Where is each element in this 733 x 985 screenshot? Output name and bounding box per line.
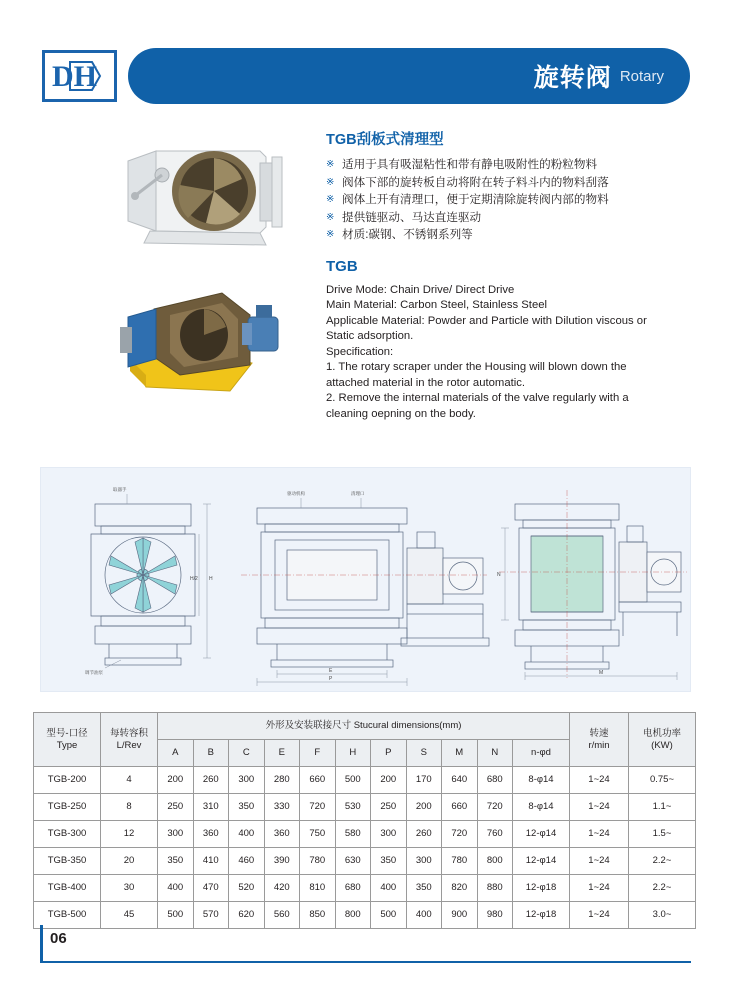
feature-item	[326, 175, 686, 192]
th-power	[629, 713, 696, 767]
spec-line: cleaning oepning on the body.	[326, 407, 476, 420]
feature-text: 阀体下部的旋转板自动将附在转子料斗内的物料刮落	[342, 175, 609, 189]
cell-n: 680	[477, 767, 513, 794]
spec-line: Applicable Material: Powder and Particle with Dilution viscous or	[326, 314, 647, 327]
cell-c: 460	[229, 848, 265, 875]
th-dim-m: M	[442, 740, 478, 767]
feature-item	[326, 192, 686, 209]
specifications-table	[33, 712, 696, 929]
bullet-marker-icon: ※	[326, 211, 335, 223]
svg-text:N: N	[497, 572, 501, 578]
product-spec-text	[326, 128, 686, 422]
cell-a: 500	[158, 902, 194, 929]
cell-speed: 1~24	[570, 767, 629, 794]
th-power-en: (KW)	[651, 739, 673, 751]
th-type	[34, 713, 101, 767]
cell-c: 300	[229, 767, 265, 794]
th-dim-s: S	[406, 740, 442, 767]
cell-h: 630	[335, 848, 371, 875]
drawing-rear-view	[491, 468, 691, 693]
cell-e: 330	[264, 794, 300, 821]
cell-m: 820	[442, 875, 478, 902]
svg-text:H: H	[209, 576, 213, 582]
cell-nd: 12-φ14	[513, 821, 570, 848]
cell-power: 2.2~	[629, 875, 696, 902]
cell-f: 660	[300, 767, 336, 794]
cell-power: 2.2~	[629, 848, 696, 875]
spec-heading-cn: TGB刮板式清理型	[326, 132, 444, 148]
svg-text:调节油泵: 调节油泵	[85, 670, 103, 675]
th-speed	[570, 713, 629, 767]
spec-line: attached material in the rotor automatic.	[326, 376, 526, 389]
th-speed-en: r/min	[588, 739, 610, 751]
cell-m: 900	[442, 902, 478, 929]
cell-volume: 20	[101, 848, 158, 875]
th-dim-nd: n-φd	[513, 740, 570, 767]
cell-n: 720	[477, 794, 513, 821]
cell-s: 300	[406, 848, 442, 875]
page-title-bar	[128, 48, 690, 104]
cell-nd: 12-φ14	[513, 848, 570, 875]
svg-text:驱动机构: 驱动机构	[287, 491, 305, 496]
cell-volume: 4	[101, 767, 158, 794]
cell-e: 360	[264, 821, 300, 848]
cell-n: 980	[477, 902, 513, 929]
cell-c: 520	[229, 875, 265, 902]
footer-rule	[40, 961, 691, 963]
th-dim-h: H	[335, 740, 371, 767]
feature-text: 适用于具有吸湿粘性和带有静电吸附性的粉粒物料	[342, 158, 598, 171]
cell-c: 350	[229, 794, 265, 821]
cell-e: 390	[264, 848, 300, 875]
spec-line: Static adsorption.	[326, 330, 414, 342]
spec-body-en	[326, 283, 686, 423]
cell-a: 200	[158, 767, 194, 794]
th-volume-en: L/Rev	[116, 739, 142, 751]
cell-p: 300	[371, 821, 407, 848]
th-dim-f: F	[300, 740, 336, 767]
spec-line: Main Material: Carbon Steel, Stainless Steel	[326, 299, 548, 311]
cell-h: 680	[335, 875, 371, 902]
table-row	[34, 821, 696, 848]
spec-heading-en: TGB	[326, 257, 358, 275]
cell-e: 280	[264, 767, 300, 794]
cell-f: 850	[300, 902, 336, 929]
th-dimensions-group: 外形及安装联接尺寸 Stucural dimensions(mm)	[158, 713, 570, 740]
page-title-en: Rotary	[619, 67, 664, 85]
cell-a: 400	[158, 875, 194, 902]
cell-speed: 1~24	[570, 848, 629, 875]
cell-volume: 45	[101, 902, 158, 929]
feature-list-cn	[326, 157, 686, 244]
svg-text:清理口: 清理口	[351, 491, 365, 496]
table-row	[34, 902, 696, 929]
table-row	[34, 794, 696, 821]
bullet-marker-icon: ※	[326, 159, 335, 170]
th-dim-e: E	[264, 740, 300, 767]
cell-volume: 30	[101, 875, 158, 902]
cell-b: 570	[193, 902, 229, 929]
th-dim-b: B	[193, 740, 229, 767]
cell-m: 640	[442, 767, 478, 794]
feature-text: 提供链驱动、马达直连驱动	[342, 210, 482, 224]
cell-s: 350	[406, 875, 442, 902]
cell-type: TGB-200	[34, 767, 101, 794]
cell-b: 410	[193, 848, 229, 875]
cell-type: TGB-350	[34, 848, 101, 875]
svg-text:E: E	[329, 668, 333, 674]
drawing-side-view	[231, 468, 491, 693]
table-row	[34, 767, 696, 794]
cell-power: 1.5~	[629, 821, 696, 848]
cell-a: 350	[158, 848, 194, 875]
cell-p: 250	[371, 794, 407, 821]
cell-h: 580	[335, 821, 371, 848]
th-dim-a: A	[158, 740, 194, 767]
bullet-marker-icon: ※	[326, 194, 335, 205]
spec-line: Specification:	[326, 345, 394, 358]
cell-s: 400	[406, 902, 442, 929]
th-power-cn: 电机功率	[642, 727, 681, 739]
cell-volume: 12	[101, 821, 158, 848]
table-body	[34, 767, 696, 929]
cell-f: 720	[300, 794, 336, 821]
svg-text:取器手: 取器手	[113, 487, 127, 492]
svg-text:H/2: H/2	[190, 576, 198, 582]
svg-text:DH: DH	[51, 60, 97, 93]
cell-h: 800	[335, 902, 371, 929]
cell-power: 3.0~	[629, 902, 696, 929]
cell-n: 880	[477, 875, 513, 902]
th-speed-cn: 转速	[589, 727, 609, 739]
feature-item	[326, 210, 686, 227]
cell-f: 780	[300, 848, 336, 875]
svg-text:M: M	[599, 670, 604, 676]
cell-c: 620	[229, 902, 265, 929]
cell-c: 400	[229, 821, 265, 848]
th-dim-p: P	[371, 740, 407, 767]
table-row	[34, 875, 696, 902]
th-dim-n: N	[477, 740, 513, 767]
cell-b: 360	[193, 821, 229, 848]
cell-b: 310	[193, 794, 229, 821]
table-header-row-1	[34, 713, 696, 740]
cell-s: 260	[406, 821, 442, 848]
drawing-front-view	[61, 468, 231, 693]
cell-s: 200	[406, 794, 442, 821]
cell-n: 800	[477, 848, 513, 875]
cell-speed: 1~24	[570, 875, 629, 902]
cell-h: 530	[335, 794, 371, 821]
th-volume-cn: 每转容积	[109, 727, 148, 739]
feature-item	[326, 227, 686, 244]
cell-h: 500	[335, 767, 371, 794]
th-dim-c: C	[229, 740, 265, 767]
bullet-marker-icon: ※	[326, 229, 335, 240]
cell-nd: 8-φ14	[513, 767, 570, 794]
cell-f: 750	[300, 821, 336, 848]
cell-e: 560	[264, 902, 300, 929]
cell-p: 200	[371, 767, 407, 794]
cell-m: 720	[442, 821, 478, 848]
footer-accent-bar	[40, 925, 43, 961]
product-photo-valve-body	[110, 135, 290, 250]
cell-nd: 12-φ18	[513, 875, 570, 902]
feature-text: 阀体上开有清理口，便于定期清除旋转阀内部的物料	[342, 193, 609, 206]
cell-f: 810	[300, 875, 336, 902]
cell-b: 470	[193, 875, 229, 902]
th-volume	[101, 713, 158, 767]
page-title-cn: 旋转阀	[533, 64, 612, 92]
cell-b: 260	[193, 767, 229, 794]
svg-text:P: P	[329, 676, 333, 682]
cell-p: 350	[371, 848, 407, 875]
cell-type: TGB-250	[34, 794, 101, 821]
cell-p: 400	[371, 875, 407, 902]
cell-volume: 8	[101, 794, 158, 821]
spec-line: 1. The rotary scraper under the Housing will blown down the	[326, 361, 627, 373]
cell-p: 500	[371, 902, 407, 929]
technical-drawing-panel	[40, 467, 691, 692]
feature-text: 材质:碳钢、不锈钢系列等	[342, 228, 473, 241]
cell-nd: 12-φ18	[513, 902, 570, 929]
product-photo-valve-with-motor	[110, 275, 290, 405]
cell-nd: 8-φ14	[513, 794, 570, 821]
th-type-en: Type	[56, 739, 78, 751]
feature-item	[326, 157, 686, 174]
cell-type: TGB-400	[34, 875, 101, 902]
page-number: 06	[50, 930, 67, 947]
cell-speed: 1~24	[570, 821, 629, 848]
cell-a: 300	[158, 821, 194, 848]
spec-line: Drive Mode: Chain Drive/ Direct Drive	[326, 283, 515, 296]
th-type-cn: 型号-口径	[46, 727, 88, 739]
cell-n: 760	[477, 821, 513, 848]
company-logo	[42, 50, 117, 102]
cell-a: 250	[158, 794, 194, 821]
table-head	[34, 713, 696, 767]
cell-type: TGB-300	[34, 821, 101, 848]
table-row	[34, 848, 696, 875]
cell-speed: 1~24	[570, 794, 629, 821]
cell-power: 1.1~	[629, 794, 696, 821]
cell-type: TGB-500	[34, 902, 101, 929]
cell-speed: 1~24	[570, 902, 629, 929]
bullet-marker-icon: ※	[326, 176, 335, 188]
cell-e: 420	[264, 875, 300, 902]
cell-m: 780	[442, 848, 478, 875]
cell-s: 170	[406, 767, 442, 794]
cell-power: 0.75~	[629, 767, 696, 794]
spec-line: 2. Remove the internal materials of the valve regularly with a	[326, 392, 629, 404]
cell-m: 660	[442, 794, 478, 821]
